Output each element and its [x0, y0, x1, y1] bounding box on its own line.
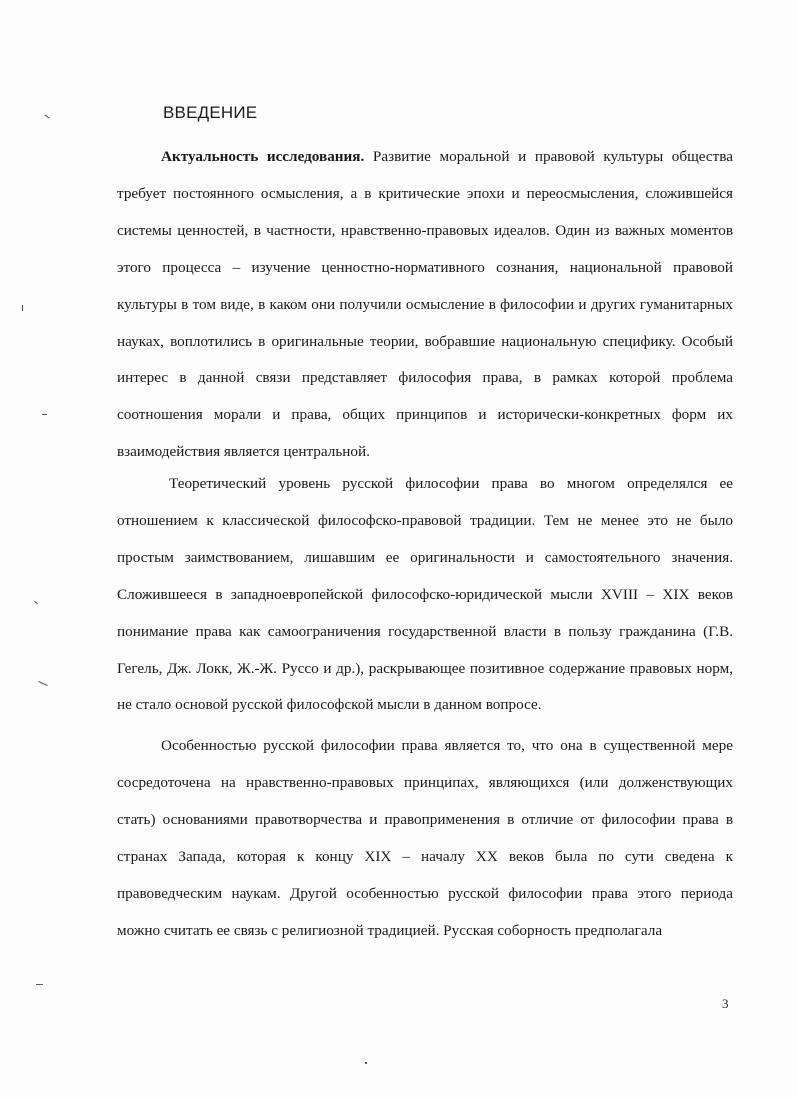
scan-artifact: [34, 601, 38, 604]
scan-artifact: [22, 305, 23, 311]
paragraph-1-text: Развитие моральной и правовой культуры общества требует постоянного осмысления, а в критические эпохи и переосмысления, сложившейся системы ценностей, в частности, нравственно-правовых идеалов. Один из важных моментов этого процесса – изучение ценностно-нормативного сознания, национальной правовой культуры в том виде, в каком они получили осмысление в философии и других гуманитарных науках, воплотились в оригинальные теории, вобравшие национальную специфику. Особый интерес в данной связи представляет философия права, в рамках которой проблема соотношения морали и права, общих принципов и исторически-конкретных форм их взаимодействия является центральной.: [117, 148, 733, 461]
page-title: ВВЕДЕНИЕ: [163, 103, 258, 122]
paragraph-1-lead: Актуальность исследования.: [161, 148, 365, 165]
paragraph-3: Особенностью русской философии права является то, что она в существенной мере сосредоточена на нравственно-правовых принципах, являющихся (или долженствующих стать) основаниями правотворчества и правоприменения в отличие от философии права в странах Запада, которая к концу XIX – началу XX веков была по сути сведена к правоведческим наукам. Другой особенностью русской философии права этого периода можно считать ее связь с религиозной традицией. Русская соборность предполагала: [117, 737, 733, 939]
scan-artifact: [365, 1062, 367, 1064]
scan-artifact: [36, 984, 43, 985]
scan-artifact: [38, 681, 47, 686]
page-number: 3: [722, 996, 729, 1011]
scan-artifact: [42, 414, 47, 415]
paragraph-1: [117, 139, 733, 471]
scan-artifact: [44, 114, 49, 118]
paragraph-2: Теоретический уровень русской философии права во многом определялся ее отношением к классической философско-правовой традиции. Тем не менее это не было простым заимствованием, лишавшим ее оригинальности и самостоятельного значения. Сложившееся в западноевропейской философско-юридической мысли XVIII – XIX веков понимание права как самоограничения государственной власти в пользу гражданина (Г.В. Гегель, Дж. Локк, Ж.-Ж. Руссо и др.), раскрывающее позитивное содержание правовых норм, не стало основой русской философской мысли в данном вопросе.: [117, 475, 733, 714]
